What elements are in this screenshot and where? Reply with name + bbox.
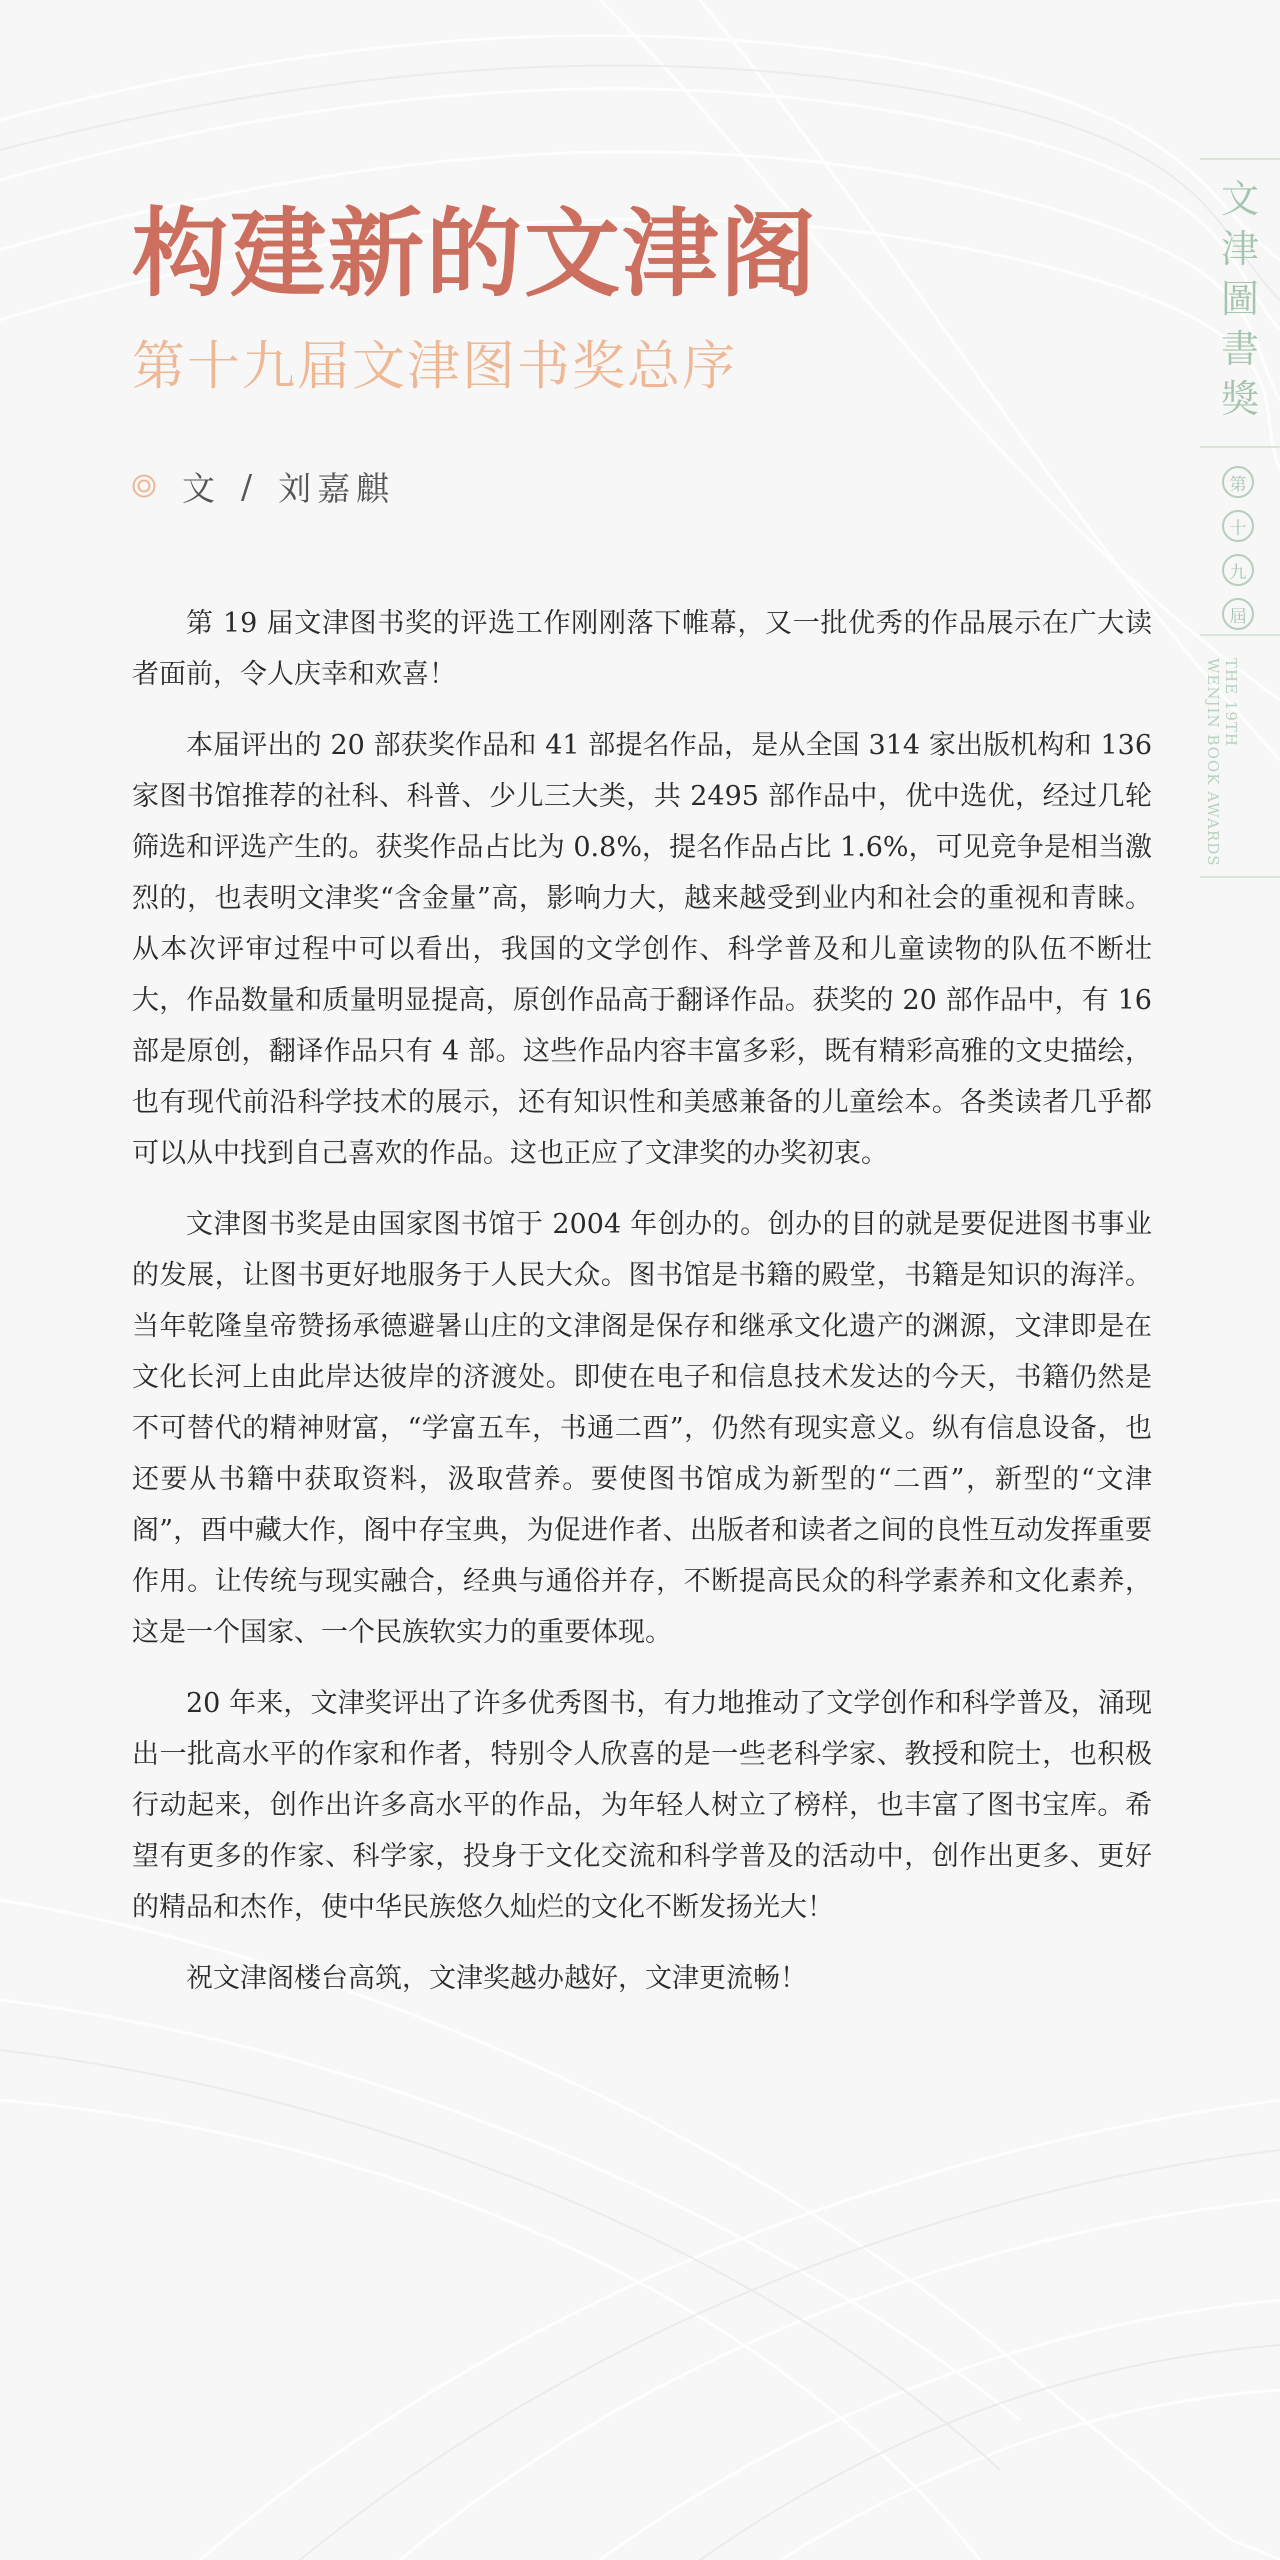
- article-paragraph: 20 年来，文津奖评出了许多优秀图书，有力地推动了文学创作和科学普及，涌现出一批高水平的作家和作者，特别令人欣喜的是一些老科学家、教授和院士，也积极行动起来，创作出许多高水平的作品，为年轻人树立了榜样，也丰富了图书宝库。希望有更多的作家、科学家，投身于文化交流和科学普及的活动中，创作出更多、更好的精品和杰作，使中华民族悠久灿烂的文化不断发扬光大！: [132, 1688, 1152, 1923]
- side-divider-middle: [1200, 446, 1280, 448]
- award-logo-title: 文津圖書獎: [1220, 177, 1259, 421]
- article-paragraph: 文津图书奖是由国家图书馆于 2004 年创办的。创办的目的就是要促进图书事业的发展，让图书更好地服务于人民大众。图书馆是书籍的殿堂，书籍是知识的海洋。当年乾隆皇帝赞扬承德避暑山庄的文津阁是保存和继承文化遗产的渊源，文津即是在文化长河上由此岸达彼岸的济渡处。即使在电子和信息技术发达的今天，书籍仍然是不可替代的精神财富，“学富五车，书通二酉”，仍然有现实意义。纵有信息设备，也还要从书籍中获取资料，汲取营养。要使图书馆成为新型的“二酉”，新型的“文津阁”，酉中藏大作，阁中存宝典，为促进作者、出版者和读者之间的良性互动发挥重要作用。让传统与现实融合，经典与通俗并存，不断提高民众的科学素养和文化素养，这是一个国家、一个民族软实力的重要体现。: [132, 1209, 1152, 1648]
- byline: [132, 462, 395, 510]
- session-char: 第: [1222, 466, 1254, 498]
- article-paragraph: 第 19 届文津图书奖的评选工作刚刚落下帷幕，又一批优秀的作品展示在广大读者面前，令人庆幸和欢喜！: [132, 608, 1152, 690]
- page-title: 构建新的文津阁: [132, 198, 818, 310]
- page-subtitle: 第十九届文津图书奖总序: [132, 336, 737, 397]
- award-english-line1: THE 19TH: [1222, 658, 1240, 747]
- award-english-line2: WENJIN BOOK AWARDS: [1204, 658, 1222, 867]
- byline-separator: /: [241, 466, 259, 506]
- byline-author: 刘嘉麒: [278, 468, 396, 508]
- byline-label: 文: [182, 468, 221, 508]
- award-side-panel: [1200, 158, 1280, 878]
- side-divider-lower: [1200, 634, 1280, 636]
- side-divider-bottom: [1200, 876, 1280, 878]
- double-circle-icon: [132, 474, 156, 498]
- session-char: 十: [1222, 510, 1254, 542]
- session-badge: [1222, 466, 1258, 642]
- article-paragraph: 祝文津阁楼台高筑，文津奖越办越好，文津更流畅！: [186, 1963, 807, 1994]
- session-char: 屆: [1222, 598, 1254, 630]
- session-char: 九: [1222, 554, 1254, 586]
- award-english-name: [1204, 658, 1240, 867]
- article-paragraph: 本届评出的 20 部获奖作品和 41 部提名作品，是从全国 314 家出版机构和 136 家图书馆推荐的社科、科普、少儿三大类，共 2495 部作品中，优中选优，经过几轮筛选和评选产生的。获奖作品占比为 0.8%，提名作品占比 1.6%，可见竞争是相当激烈的，也表明文津奖“含金量”高，影响力大，越来越受到业内和社会的重视和青睐。从本次评审过程中可以看出，我国的文学创作、科学普及和儿童读物的队伍不断壮大，作品数量和质量明显提高，原创作品高于翻译作品。获奖的 20 部作品中，有 16 部是原创，翻译作品只有 4 部。这些作品内容丰富多彩，既有精彩高雅的文史描绘，也有现代前沿科学技术的展示，还有知识性和美感兼备的儿童绘本。各类读者几乎都可以从中找到自己喜欢的作品。这也正应了文津奖的办奖初衷。: [132, 730, 1152, 1169]
- side-divider-top: [1200, 158, 1280, 160]
- article-body: [132, 598, 1152, 2024]
